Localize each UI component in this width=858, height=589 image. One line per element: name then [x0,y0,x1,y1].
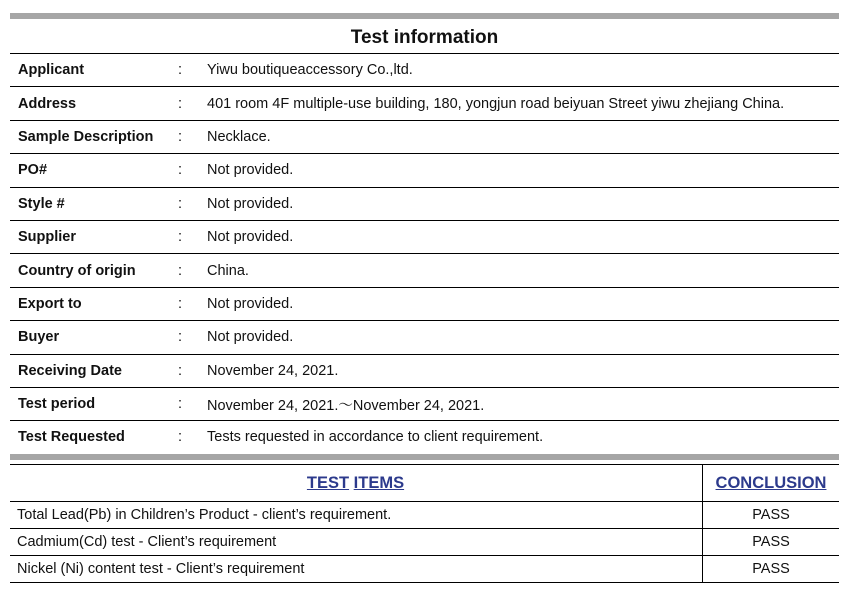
info-label: Export to [18,295,82,312]
info-value: Not provided. [207,295,294,312]
info-colon: : [178,195,183,212]
info-row-buyer [10,320,839,353]
conclusion-header-text: CONCLUSION [715,473,827,492]
info-colon: : [178,396,183,413]
info-label: PO# [18,162,48,179]
info-colon: : [178,262,183,279]
info-colon: : [178,295,183,312]
conclusion-cell: PASS [752,507,790,523]
table-header-row [10,465,839,502]
test-item-cell: Nickel (Ni) content test - Client’s requirement [10,556,703,583]
info-label: Buyer [18,329,60,346]
section-divider-bar [10,454,839,460]
info-colon: : [178,128,183,145]
test-item-cell: Total Lead(Pb) in Children’s Product - client’s requirement. [10,502,703,529]
test-information-list [10,53,839,454]
info-row-po [10,153,839,186]
info-row-test-requested [10,420,839,453]
info-row-receiving-date [10,354,839,387]
info-value: 401 room 4F multiple-use building, 180, yongjun road beiyuan Street yiwu zhejiang China. [207,95,785,112]
info-value: Necklace. [207,128,271,145]
info-row-export-to [10,287,839,320]
info-value: November 24, 2021.～November 24, 2021. [207,397,485,414]
info-value: Not provided. [207,329,294,346]
info-label: Applicant [18,62,85,79]
info-value: Tests requested in accordance to client requirement. [207,429,544,446]
info-label: Supplier [18,229,77,246]
info-value: China. [207,262,249,279]
conclusion-header [703,465,840,502]
test-item-cell: Cadmium(Cd) test - Client’s requirement [10,529,703,556]
info-colon: : [178,62,183,79]
conclusion-cell: PASS [752,534,790,550]
info-row-test-period [10,387,839,420]
info-label: Address [18,95,77,112]
info-label: Receiving Date [18,362,122,379]
table-row [10,529,839,556]
info-label: Test period [18,396,96,413]
test-items-header [10,465,703,502]
info-label: Sample Description [18,128,154,145]
info-colon: : [178,229,183,246]
info-value: Not provided. [207,162,294,179]
table-row [10,502,839,529]
info-colon: : [178,329,183,346]
info-row-country-of-origin [10,253,839,286]
info-value: November 24, 2021. [207,362,339,379]
info-colon: : [178,162,183,179]
page-title: Test information [350,27,499,48]
info-row-applicant [10,53,839,86]
info-label: Country of origin [18,262,136,279]
info-row-sample-description [10,120,839,153]
info-value: Not provided. [207,229,294,246]
info-row-style [10,187,839,220]
info-label: Style # [18,195,65,212]
info-value: Yiwu boutiqueaccessory Co.,ltd. [207,62,413,79]
info-row-supplier [10,220,839,253]
info-colon: : [178,429,183,446]
test-items-header-word-test: TEST [306,473,350,492]
table-row [10,556,839,583]
info-row-address [10,86,839,119]
test-items-header-word-items: ITEMS [353,473,405,492]
info-colon: : [178,362,183,379]
test-items-section [10,464,839,583]
conclusion-cell: PASS [752,561,790,577]
info-label: Test Requested [18,429,125,446]
top-divider-bar [10,13,839,19]
info-value: Not provided. [207,195,294,212]
test-items-table [10,464,839,583]
info-colon: : [178,95,183,112]
